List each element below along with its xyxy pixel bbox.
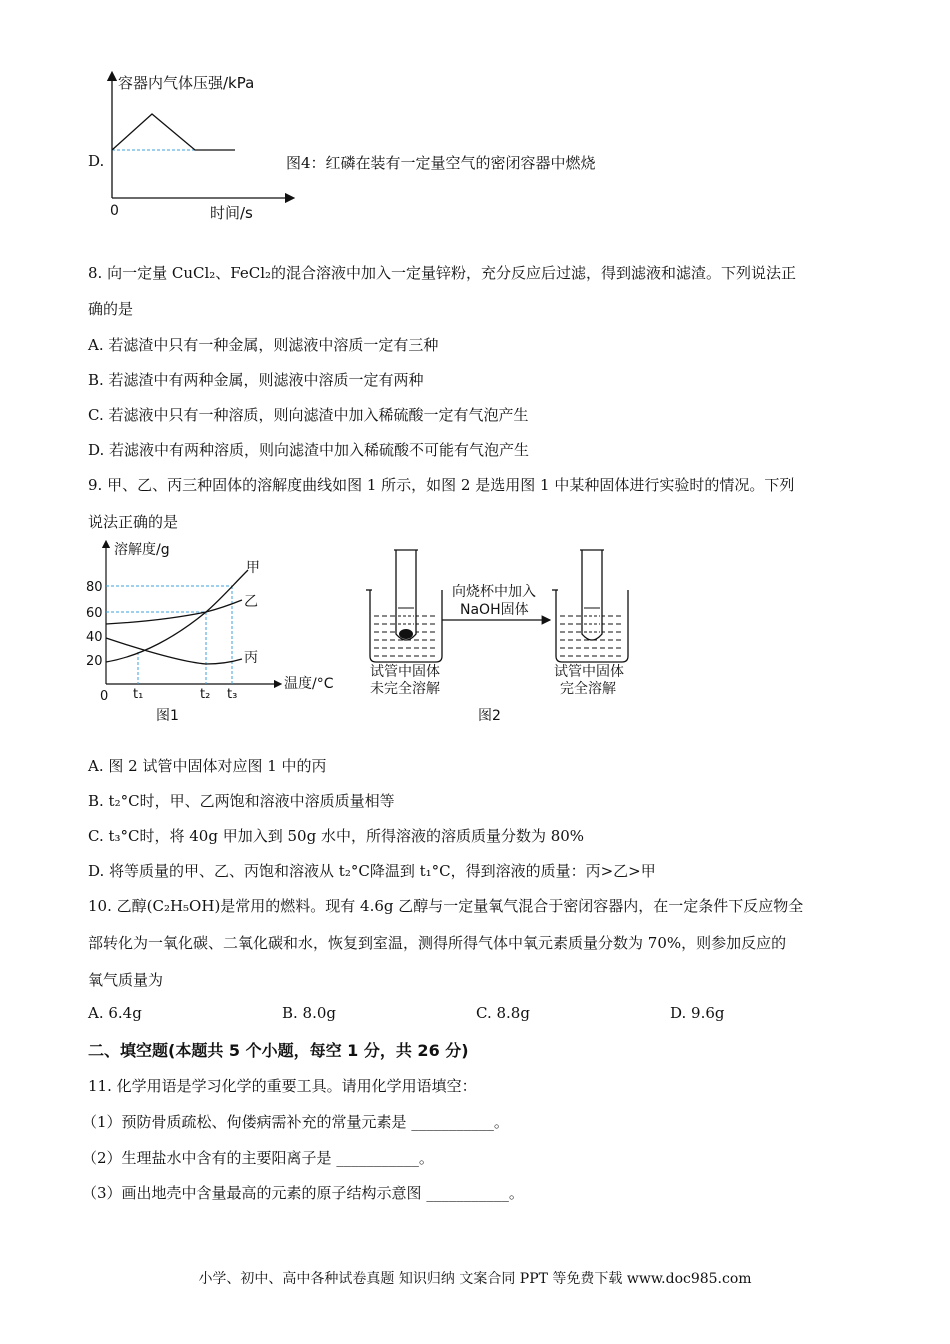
ytick-20: 20 [86, 654, 103, 669]
left-caption-2: 未完全溶解 [370, 681, 440, 697]
q9-option-d: D. 将等质量的甲、乙、丙饱和溶液从 t₂°C降温到 t₁°C，得到溶液的质量：丙>乙>甲 [88, 862, 656, 880]
arrow-top-text: 向烧杯中加入 [452, 584, 536, 600]
fig1-caption: 图1 [156, 708, 179, 724]
right-caption-2: 完全溶解 [560, 681, 616, 697]
q10-line1: 10. 乙醇(C₂H₅OH)是常用的燃料。现有 4.6g 乙醇与一定量氧气混合于密闭容器内，在一定条件下反应物全 [88, 897, 804, 915]
ytick-80: 80 [86, 580, 103, 595]
q9-stem-line2: 说法正确的是 [88, 513, 179, 531]
q9-option-b: B. t₂°C时，甲、乙两饱和溶液中溶质质量相等 [88, 792, 395, 810]
q10-option-a: A. 6.4g [88, 1004, 142, 1022]
ytick-60: 60 [86, 606, 103, 621]
q11-item-1: （1）预防骨质疏松、佝偻病需补充的常量元素是 ___________。 [82, 1113, 509, 1131]
q10-option-d: D. 9.6g [670, 1004, 725, 1022]
right-beaker [552, 550, 628, 662]
label-jia: 甲 [246, 560, 260, 576]
arrow-bottom-text: NaOH固体 [460, 602, 529, 618]
graph-ylabel: 容器内气体压强/kPa [118, 74, 255, 92]
q9-option-c: C. t₃°C时，将 40g 甲加入到 50g 水中，所得溶液的溶质质量分数为 80% [88, 827, 585, 845]
pressure-curve [112, 114, 235, 150]
beaker-experiment-figure [350, 538, 650, 728]
q7-d-caption: 图4：红磷在装有一定量空气的密闭容器中燃烧 [286, 154, 596, 172]
page-footer: 小学、初中、高中各种试卷真题 知识归纳 文案合同 PPT 等免费下载 www.doc985.com [198, 1271, 752, 1287]
q9-option-a: A. 图 2 试管中固体对应图 1 中的丙 [88, 757, 327, 775]
fig2-caption: 图2 [478, 708, 501, 724]
graph-origin: 0 [110, 203, 119, 219]
q10-option-b: B. 8.0g [282, 1004, 337, 1022]
left-caption-1: 试管中固体 [370, 664, 440, 680]
q10-option-c: C. 8.8g [476, 1004, 530, 1022]
fig1-origin: 0 [100, 689, 109, 704]
q8-option-d: D. 若滤液中有两种溶质，则向滤渣中加入稀硫酸不可能有气泡产生 [88, 441, 530, 459]
q11-item-2: （2）生理盐水中含有的主要阳离子是 ___________。 [82, 1149, 434, 1167]
q8-stem-line1: 8. 向一定量 CuCl₂、FeCl₂的混合溶液中加入一定量锌粉，充分反应后过滤，得到滤液和滤渣。下列说法正 [88, 264, 797, 282]
q8-option-c: C. 若滤液中只有一种溶质，则向滤渣中加入稀硫酸一定有气泡产生 [88, 406, 529, 424]
section2-heading: 二、填空题(本题共 5 个小题，每空 1 分，共 26 分) [88, 1041, 469, 1060]
solubility-curve-figure [82, 538, 342, 728]
q11-stem: 11. 化学用语是学习化学的重要工具。请用化学用语填空： [88, 1077, 477, 1095]
fig1-xlabel: 温度/°C [284, 676, 334, 692]
q9-stem-line1: 9. 甲、乙、丙三种固体的溶解度曲线如图 1 所示，如图 2 是选用图 1 中某种固体进行实验时的情况。下列 [88, 476, 795, 494]
xtick-t1: t₁ [133, 687, 144, 702]
q8-stem-line2: 确的是 [88, 300, 134, 318]
pressure-time-graph [100, 70, 300, 220]
right-caption-1: 试管中固体 [554, 664, 624, 680]
xtick-t2: t₂ [200, 687, 211, 702]
ytick-40: 40 [86, 630, 103, 645]
q7-option-d-label: D. [88, 152, 105, 170]
q10-line3: 氧气质量为 [88, 971, 164, 989]
xtick-t3: t₃ [227, 687, 238, 702]
q11-item-3: （3）画出地壳中含量最高的元素的原子结构示意图 ___________。 [82, 1184, 524, 1202]
q10-line2: 部转化为一氧化碳、二氧化碳和水，恢复到室温，测得所得气体中氧元素质量分数为 70%，则参加反应的 [88, 934, 787, 952]
q8-option-a: A. 若滤渣中只有一种金属，则滤液中溶质一定有三种 [88, 336, 439, 354]
label-yi: 乙 [244, 594, 258, 610]
fig1-ylabel: 溶解度/g [114, 542, 170, 558]
left-beaker [366, 550, 442, 662]
q8-option-b: B. 若滤渣中有两种金属，则滤液中溶质一定有两种 [88, 371, 424, 389]
curve-jia [106, 570, 248, 662]
curve-bing [106, 638, 242, 664]
graph-xlabel: 时间/s [210, 204, 253, 220]
label-bing: 丙 [244, 650, 258, 666]
